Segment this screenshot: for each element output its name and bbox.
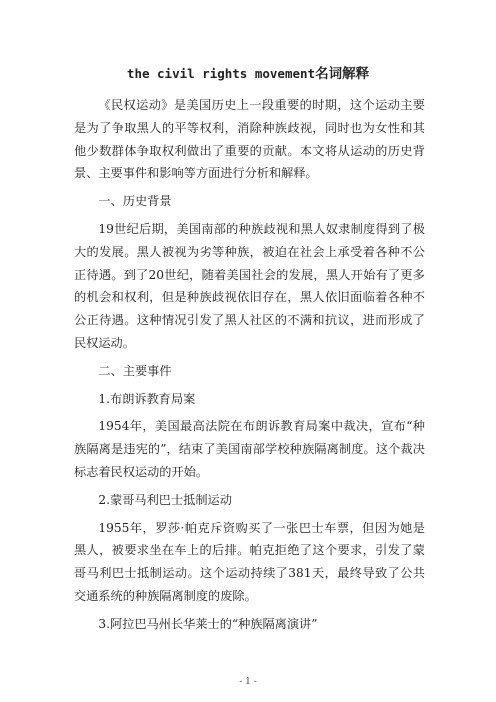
event-heading-brown: 1.布朗诉教育局案: [98, 391, 196, 406]
montgomery-paragraph: 1955年，罗莎·帕克斥资购买了一张巴士车票，但因为她是黑人，被要求坐在车上的后排。帕克拒绝了这个要求，引发了蒙哥马利巴士抵制运动。这个运动持续了381天，最终导致了公共交通系统的种族隔离制度的废除。: [74, 520, 425, 603]
event-heading-wallace: 3.阿拉巴马州长华莱士的“种族隔离演讲”: [98, 616, 318, 631]
page-number: - 1 -: [239, 677, 257, 687]
title-cjk-part: 名词解释: [315, 66, 370, 82]
document-title: [0, 62, 496, 82]
section-heading-background: 一、历史背景: [98, 194, 172, 209]
brown-paragraph: 1954年，美国最高法院在布朗诉教育局案中裁决，宣布“种族隔离是违宪的”，结束了美国南部学校种族隔离制度。这个裁决标志着民权运动的开始。: [74, 419, 425, 479]
intro-paragraph: 《民权运动》是美国历史上一段重要的时期，这个运动主要是为了争取黑人的平等权利，消除种族歧视，同时也为女性和其他少数群体争取权利做出了重要的贡献。本文将从运动的历史背景、主要事件和影响等方面进行分析和解释。: [74, 98, 425, 181]
title-latin-part: the civil rights movement: [126, 66, 316, 81]
section-heading-events: 二、主要事件: [98, 363, 172, 378]
event-heading-montgomery: 2.蒙哥马利巴士抵制运动: [98, 492, 232, 507]
background-paragraph: 19世纪后期，美国南部的种族歧视和黑人奴隶制度得到了极大的发展。黑人被视为劣等种族，被迫在社会上承受着各种不公正待遇。到了20世纪，随着美国社会的发展，黑人开始有了更多的机会和权利，但是种族歧视依旧存在，黑人依旧面临着各种不公正待遇。这种情况引发了黑人社区的不满和抗议，进而形成了民权运动。: [74, 221, 425, 350]
document-body: [74, 94, 425, 636]
